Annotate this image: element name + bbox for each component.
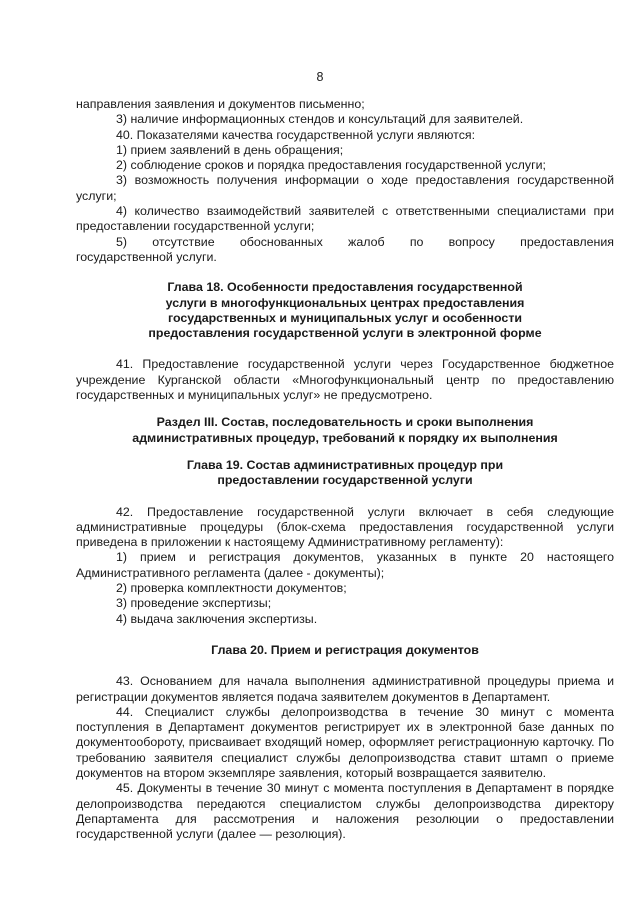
heading-line: Раздел III. Состав, последовательность и сроки выполнения (156, 415, 534, 430)
item5-line (76, 235, 614, 250)
paragraph-43: 43. Основанием для начала выполнения административной процедуры приема и регистрации документов является подача заявителем документов в Департамент. (76, 674, 614, 704)
list-item: 2) соблюдение сроков и порядка предоставления государственной услуги; (116, 158, 546, 173)
chapter-19-heading (76, 458, 614, 489)
heading-line: Глава 18. Особенности предоставления государственной (167, 280, 523, 295)
paragraph-40: 40. Показателями качества государственной услуги являются: (116, 127, 476, 142)
item5-word: жалоб (348, 234, 385, 249)
heading-line: государственных и муниципальных услуг и особенности (167, 310, 523, 325)
item5-word: 5) (116, 234, 128, 249)
item5-word: предоставления (520, 234, 614, 249)
document-body (76, 97, 614, 842)
list-item: 4) количество взаимодействий заявителей с ответственными специалистами при предоставлении государственной услуги; (76, 204, 614, 234)
heading-line: административных процедур, требований к порядку их выполнения (132, 430, 558, 445)
section-3-heading (76, 415, 614, 446)
chapter-18-heading (76, 280, 614, 341)
list-item: 4) выдача заключения экспертизы. (116, 611, 318, 626)
heading-line: Глава 19. Состав административных процедур при (186, 457, 504, 472)
heading-line: услуги в многофункциональных центрах предоставления (165, 295, 525, 310)
item5-word: отсутствие (152, 234, 215, 249)
list-item: 3) проведение экспертизы; (116, 596, 272, 611)
page-number: 8 (316, 70, 324, 84)
list-item: 1) прием заявлений в день обращения; (116, 142, 344, 157)
item5-tail: государственной услуги. (76, 249, 217, 264)
chapter-20-heading: Глава 20. Прием и регистрация документов (211, 642, 479, 657)
item5-word: обоснованных (239, 234, 323, 249)
heading-line: предоставления государственной услуги в электронной форме (148, 326, 542, 341)
item5-word: вопросу (448, 234, 495, 249)
list-item (76, 235, 614, 266)
list-item: 2) проверка комплектности документов; (116, 581, 347, 596)
item5-word: по (409, 234, 424, 249)
list-item: 3) возможность получения информации о ходе предоставления государственной услуги; (76, 173, 614, 203)
paragraph-continuation: направления заявления и документов письменно; (76, 97, 365, 111)
paragraph-45: 45. Документы в течение 30 минут с момента поступления в Департамент в порядке делопроизводства передаются специалистом службы делопроизводства директору Департамента для рассмотрения и наложения резолюции о предоставлении государственной услуги (далее — резолюция). (76, 781, 614, 842)
list-item: 3) наличие информационных стендов и консультаций для заявителей. (116, 112, 524, 127)
paragraph-41: 41. Предоставление государственной услуги через Государственное бюджетное учреждение Курганской области «Многофункциональный центр по предоставлению государственных и муниципальных услуг» не предусмотрено. (76, 357, 614, 403)
list-item: 1) прием и регистрация документов, указанных в пункте 20 настоящего Административного регламента (далее - документы); (76, 550, 614, 580)
paragraph-42: 42. Предоставление государственной услуги включает в себя следующие административные процедуры (блок-схема предоставления государственной услуги приведена в приложении к настоящему Административному регламенту): (76, 504, 614, 550)
heading-line: предоставлении государственной услуги (217, 473, 473, 488)
paragraph-44: 44. Специалист службы делопроизводства в течение 30 минут с момента поступления в Департамент документов регистрирует их в электронной базе данных по документообороту, присваивает входящий номер, оформляет регистрационную карточку. По требованию заявителя специалист службы делопроизводства ставит штамп о приеме документов на втором экземпляре заявления, который возвращается заявителю. (76, 704, 614, 780)
